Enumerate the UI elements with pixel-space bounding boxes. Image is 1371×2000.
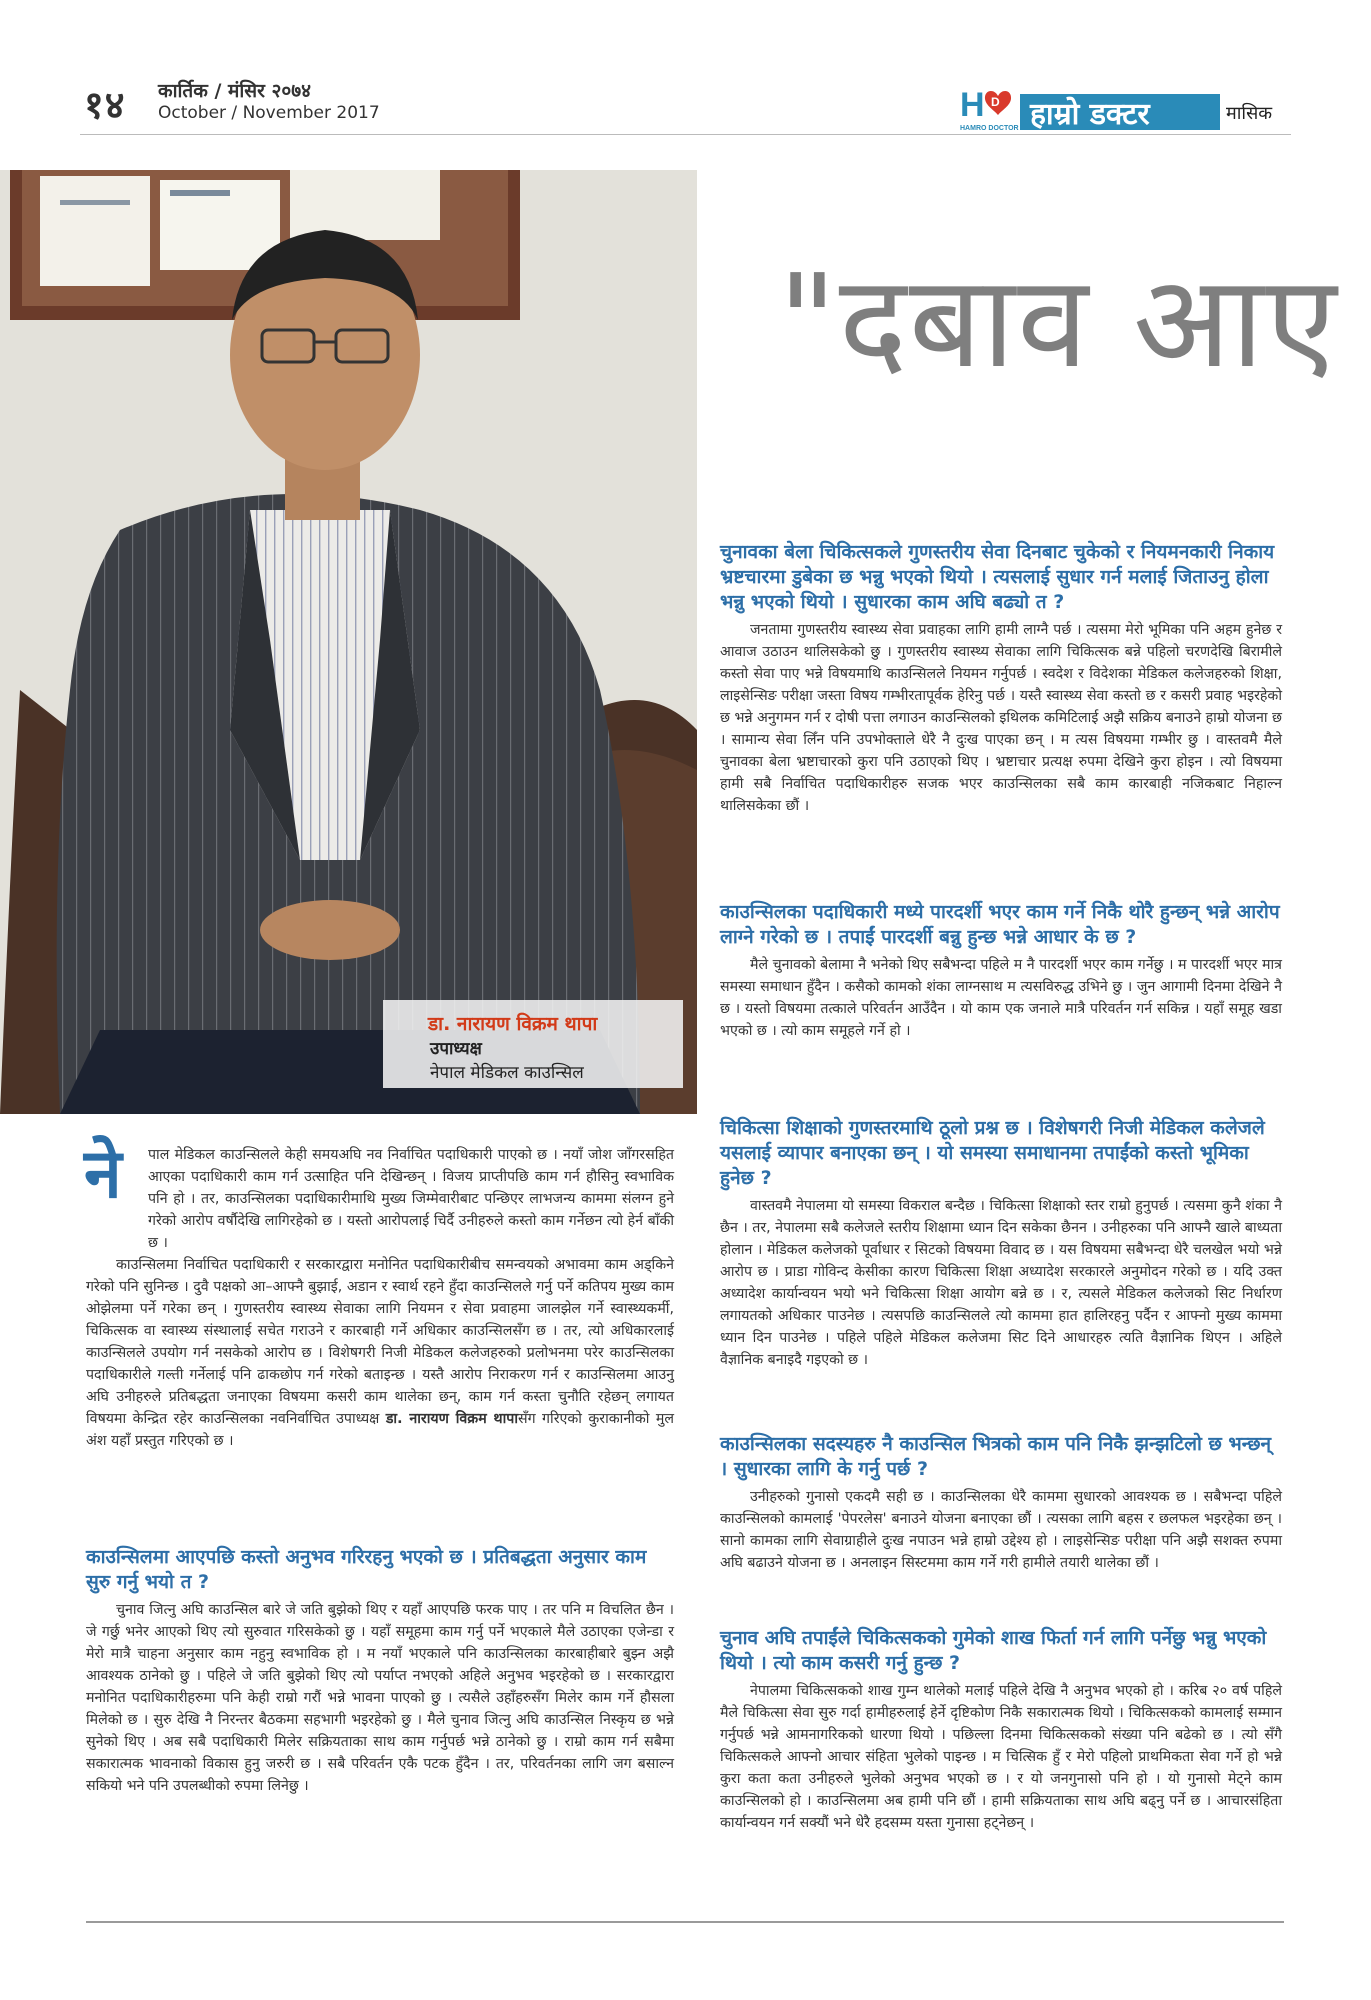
intro-text — [86, 1144, 674, 1452]
hamro-doctor-logo — [958, 82, 1020, 134]
caption-organization: नेपाल मेडिकल काउन्सिल — [430, 1063, 584, 1083]
page-number: १४ — [84, 83, 126, 127]
magazine-name: हाम्रो डक्टर — [1030, 97, 1150, 132]
header-divider — [80, 134, 1291, 135]
answer: जनतामा गुणस्तरीय स्वास्थ्य सेवा प्रवाहका लागि हामी लाग्नै पर्छ । त्यसमा मेरो भूमिका पनि अहम हुनेछ र आवाज उठाउन थालिसकेको छु । गुणस्तरीय स्वास्थ्य सेवाका लागि चिकित्सक बन्ने पहिलो चरणदेखि बिरामीले कस्तो सेवा पाए भन्ने विषयमाथि काउन्सिलले नियमन गर्नुपर्छ । स्वदेश र विदेशका मेडिकल कलेजहरुको शिक्षा, लाइसेन्सिङ परीक्षा जस्ता विषय गम्भीरतापूर्वक हेरिनु पर्छ । यस्तै स्वास्थ्य सेवा कस्तो छ र कसरी प्रवाह भइरहेको छ भन्ने अनुगमन गर्न र दोषी पत्ता लगाउन काउन्सिलको इथिलक कमिटिलाई अझै सक्रिय बनाउने हाम्रो योजना छ । सामान्य सेवा लिँन पनि उपभोक्ताले धेरै नै दुःख पाएका छन् । म त्यस विषयमा गम्भीर छु । वास्तवमै मैले चुनावका बेला भ्रष्टाचारको कुरा पनि उठाएको थिए । भ्रष्टाचार प्रत्यक्ष रुपमा देखिने कुरा होइन । त्यो विषयमा हामी सबै निर्वाचित पदाधिकारीहरु सजक भएर काउन्सिलका सबै काम कारबाही नजिकबाट निहाल्न थालिसकेका छौं । — [720, 622, 1282, 814]
question: चिकित्सा शिक्षाको गुणस्तरमाथि ठूलो प्रश्न छ । विशेषगरी निजी मेडिकल कलेजले यसलाई व्यापार बनाएका छन् । यो समस्या समाधानमा तपाईंको कस्तो भूमिका हुनेछ ? — [720, 1117, 1265, 1189]
svg-text:HAMRO DOCTOR: HAMRO DOCTOR — [960, 125, 1019, 132]
intro-paragraph-2 — [86, 1254, 674, 1452]
drop-cap: ने — [84, 1135, 122, 1214]
intro-p2-end: सँग गरिएको कुराकानीको मुल अंश यहाँ प्रस्तुत गरिएको छ । — [86, 1411, 674, 1449]
question: चुनावका बेला चिकित्सकले गुणस्तरीय सेवा दिनबाट चुकेको र नियमनकारी निकाय भ्रष्टचारमा डुबेका छ भन्नु भएको थियो । त्यसलाई सुधार गर्न मलाई जिताउनु होला भन्नु भएको थियो । सुधारका काम अघि बढ्यो त ? — [720, 541, 1275, 613]
intro-p2-text: काउन्सिलमा निर्वाचित पदाधिकारी र सरकारद्वारा मनोनित पदाधिकारीबीच समन्वयको अभावमा काम अड्किने गरेको पनि सुनिन्छ । दुवै पक्षको आ–आफ्नै बुझाई, अडान र स्वार्थ रहने हुँदा काउन्सिलले गर्नु पर्ने कतिपय मुख्य काम ओझेलमा पर्ने गरेका छन् । गुणस्तरीय स्वास्थ्य सेवाका लागि नियमन र सेवा प्रवाहमा जालझेल गर्ने स्वास्थ्यकर्मी, चिकित्सक वा स्वास्थ्य संस्थालाई सचेत गराउने र कारबाही गर्ने अधिकार काउन्सिलसँग छ । तर, त्यो अधिकारलाई काउन्सिलले उपयोग गर्न नसकेको आरोप छ । विशेषगरी निजी मेडिकल कलेजहरुको प्रलोभनमा परेर काउन्सिलका पदाधिकारीले गल्ती गर्नेलाई पनि ढाकछोप गर्न गरेको बताइन्छ । यस्तै आरोप निराकरण गर्न र काउन्सिलमा आउनु अघि उनीहरुले प्रतिबद्धता जनाएका विषयमा कसरी काम थालेका छन्, काम गर्न कस्ता चुनौति रहेछन् लगायत विषयमा केन्द्रित रहेर काउन्सिलका नवनिर्वाचित उपाध्यक्ष — [86, 1257, 674, 1427]
article-headline: "दबाव आए — [778, 248, 1339, 397]
question: चुनाव अघि तपाईंले चिकित्सकको गुमेको शाख फिर्ता गर्न लागि पर्नेछु भन्नु भएको थियो । त्यो काम कसरी गर्नु हुन्छ ? — [720, 1627, 1267, 1674]
question: काउन्सिलका पदाधिकारी मध्ये पारदर्शी भएर काम गर्ने निकै थोरै हुन्छन् भन्ने आरोप लाग्ने गरेको छ । तपाईं पारदर्शी बन्नु हुन्छ भन्ने आधार के छ ? — [720, 901, 1280, 948]
answer: नेपालमा चिकित्सकको शाख गुम्न थालेको मलाई पहिले देखि नै अनुभव भएको हो । करिब २० वर्ष पहिले मैले चिकित्सा सेवा सुरु गर्दा हामीहरुलाई हेर्ने दृष्टिकोण निकै सकारात्मक थियो । चिकित्सकको कामलाई सम्मान गर्नुपर्छ भन्ने आमनागरिकको धारणा थियो । पछिल्ला दिनमा चिकित्सकको संख्या पनि बढेको छ । त्यो सँगै चिकित्सकले आफ्नो आचार संहिता भुलेको पाइन्छ । म चित्सिक हुँ र मेरो पहिलो प्राथमिकता सेवा गर्ने हो भन्ने कुरा कता कता उनीहरुले भुलेको अनुभव भएको छ । र यो जनगुनासो पनि हो । यो गुनासो मेट्ने काम काउन्सिलको हो । काउन्सिलमा अब हामी पनि छौं । हामी सक्रियताका साथ अघि बढ्नु पर्ने छ । आचारसंहिता कार्यान्वयन गर्न सक्यौं भने धेरै हदसम्म यस्ता गुनासा हट्नेछन् । — [720, 1683, 1282, 1831]
qa-block-1 — [720, 540, 1282, 817]
magazine-frequency: मासिक — [1226, 103, 1273, 124]
qa-block-5 — [720, 1626, 1282, 1834]
qa-block-4 — [720, 1432, 1282, 1574]
answer: चुनाव जित्नु अघि काउन्सिल बारे जे जति बुझेको थिए र यहाँ आएपछि फरक पाए । तर पनि म विचलित छैन । जे गर्छु भनेर आएको थिए त्यो सुरुवात गरिसकेको छु । यहाँ समूहमा काम गर्नु पर्ने भएकाले मैले उठाएका एजेन्डा र मेरो मात्रै चाहना अनुसार काम नहुनु स्वभाविक हो । म नयाँ भएकाले पनि काउन्सिलका कारबाहीबारे बुझ्न अझै आवश्यक ठानेको छु । पहिले जे जति बुझेको थिए त्यो पर्याप्त नभएको अहिले अनुभव भइरहेको छ । सरकारद्वारा मनोनित पदाधिकारीहरुमा पनि केही राम्रो गरौं भन्ने भावना पाएको छु । त्यसैले उहाँहरुसँग मिलेर काम गर्ने हौसला मिलेको छ । सुरु देखि नै निरन्तर बैठकमा सहभागी भइरहेको छु । मैले चुनाव जित्नु अघि काउन्सिल निस्कृय छ भन्ने सुनेको थिए । अब सबै पदाधिकारी मिलेर सक्रियताका साथ काम गर्नुपर्छ भन्ने ठानेको छु । राम्रो काम गर्न सबैमा सकारात्मक भावनाको विकास हुनु जरुरी छ । सबै परिवर्तन एकै पटक हुँदैन । तर, परिवर्तनका लागि जग बसाल्न सकियो भने पनि उपलब्धीको रुपमा लिनेछु । — [86, 1602, 675, 1794]
answer: मैले चुनावको बेलामा नै भनेको थिए सबैभन्दा पहिले म नै पारदर्शी भएर काम गर्नेछु । म पारदर्शी भएर मात्र समस्या समाधान हुँदैन । कसैको कामको शंका लाग्नसाथ म त्यसविरुद्ध उभिने छु । जुन आगामी दिनमा देखिने नै छ । यस्तो विषयमा तत्काले परिवर्तन आउँदैन । यो काम एक जनाले मात्रै परिवर्तन गर्न सकिन्न । यहाँ समूह खडा भएको छ । त्यो काम समूहले गर्ने हो । — [720, 957, 1282, 1039]
question: काउन्सिलमा आएपछि कस्तो अनुभव गरिरहनु भएको छ । प्रतिबद्धता अनुसार काम सुरु गर्नु भयो त ? — [86, 1546, 647, 1593]
svg-text:D: D — [991, 95, 1000, 109]
portrait-photo — [0, 170, 697, 1114]
answer: वास्तवमै नेपालमा यो समस्या विकराल बन्दैछ । चिकित्सा शिक्षाको स्तर राम्रो हुनुपर्छ । त्यसमा कुनै शंका नै छैन । तर, नेपालमा सबै कलेजले स्तरीय शिक्षामा ध्यान दिन सकेका छैनन । उनीहरुका पनि आफ्नै खाले बाध्यता होलान । मेडिकल कलेजको पूर्वाधार र सिटको विषयमा विवाद छ । यस विषयमा सबैभन्दा धेरै चलखेल भयो भन्ने आरोप छ । प्राडा गोविन्द केसीका कारण चिकित्सा शिक्षा अध्यादेश सरकारले अनुमोदन गरेको छ । यदि उक्त अध्यादेश कार्यान्वयन भयो भने चिकित्सा शिक्षा आयोग बन्ने छ । र, त्यसले मेडिकल कलेजको सिट निर्धारण लगायतको अधिकार पाउनेछ । त्यसपछि काउन्सिलले त्यो काममा हात हालिरहनु पर्दैन र आफ्नो मुख्य काममा ध्यान दिन पाउनेछ । पहिले पहिले मेडिकल कलेजमा सिट दिने आधारहरु त्यति वैज्ञानिक थिएन । अहिले वैज्ञानिक बनाइदै गइएको छ । — [720, 1198, 1282, 1368]
qa-block-2 — [720, 900, 1282, 1042]
issue-date — [158, 80, 380, 124]
svg-text:H: H — [960, 86, 985, 124]
issue-english-date: October / November 2017 — [158, 103, 380, 123]
answer: उनीहरुको गुनासो एकदमै सही छ । काउन्सिलका धेरै काममा सुधारको आवश्यक छ । सबैभन्दा पहिले काउन्सिलको कामलाई 'पेपरलेस' बनाउने योजना बनाएका छौं । त्यसका लागि बहस र छलफल भइरहेका छन् । सानो कामका लागि सेवाग्राहीले दुःख नपाउन भन्ने हाम्रो उद्देश्य हो । लाइसेन्सिङ परीक्षा पनि अझै सशक्त रुपमा अघि बढाउने योजना छ । अनलाइन सिस्टममा काम गर्ने गरी हामीले तयारी थालेका छौं । — [720, 1489, 1282, 1571]
caption-name: डा. नारायण विक्रम थापा — [428, 1013, 598, 1035]
issue-nepali-date: कार्तिक / मंसिर २०७४ — [158, 80, 312, 102]
interviewee-name-inline: डा. नारायण विक्रम थापा — [385, 1411, 519, 1427]
qa-block-left — [86, 1545, 674, 1797]
intro-paragraph-1: पाल मेडिकल काउन्सिलले केही समयअघि नव निर्वाचित पदाधिकारी पाएको छ । नयाँ जोश जाँगरसहित आएका पदाधिकारी काम गर्न उत्साहित पनि देखिन्छन् । विजय प्राप्तीपछि काम गर्न हौसिनु स्वभाविक पनि हो । तर, काउन्सिलका पदाधिकारीमाथि मुख्य जिम्मेवारीबाट पन्छिएर लाभजन्य काममा संलग्न हुने गरेको आरोप वर्षौदेखि लागिरहेको छ । यस्तो आरोपलाई चिर्दै उनीहरुले कस्तो काम गर्नेछन त्यो हेर्न बाँकी छ । — [148, 1147, 674, 1251]
caption-role: उपाध्यक्ष — [430, 1039, 482, 1059]
qa-block-3 — [720, 1116, 1282, 1371]
question: काउन्सिलका सदस्यहरु नै काउन्सिल भित्रको काम पनि निकै झन्झटिलो छ भन्छन् । सुधारका लागि के गर्नु पर्छ ? — [720, 1433, 1272, 1480]
footer-divider — [86, 1921, 1284, 1923]
